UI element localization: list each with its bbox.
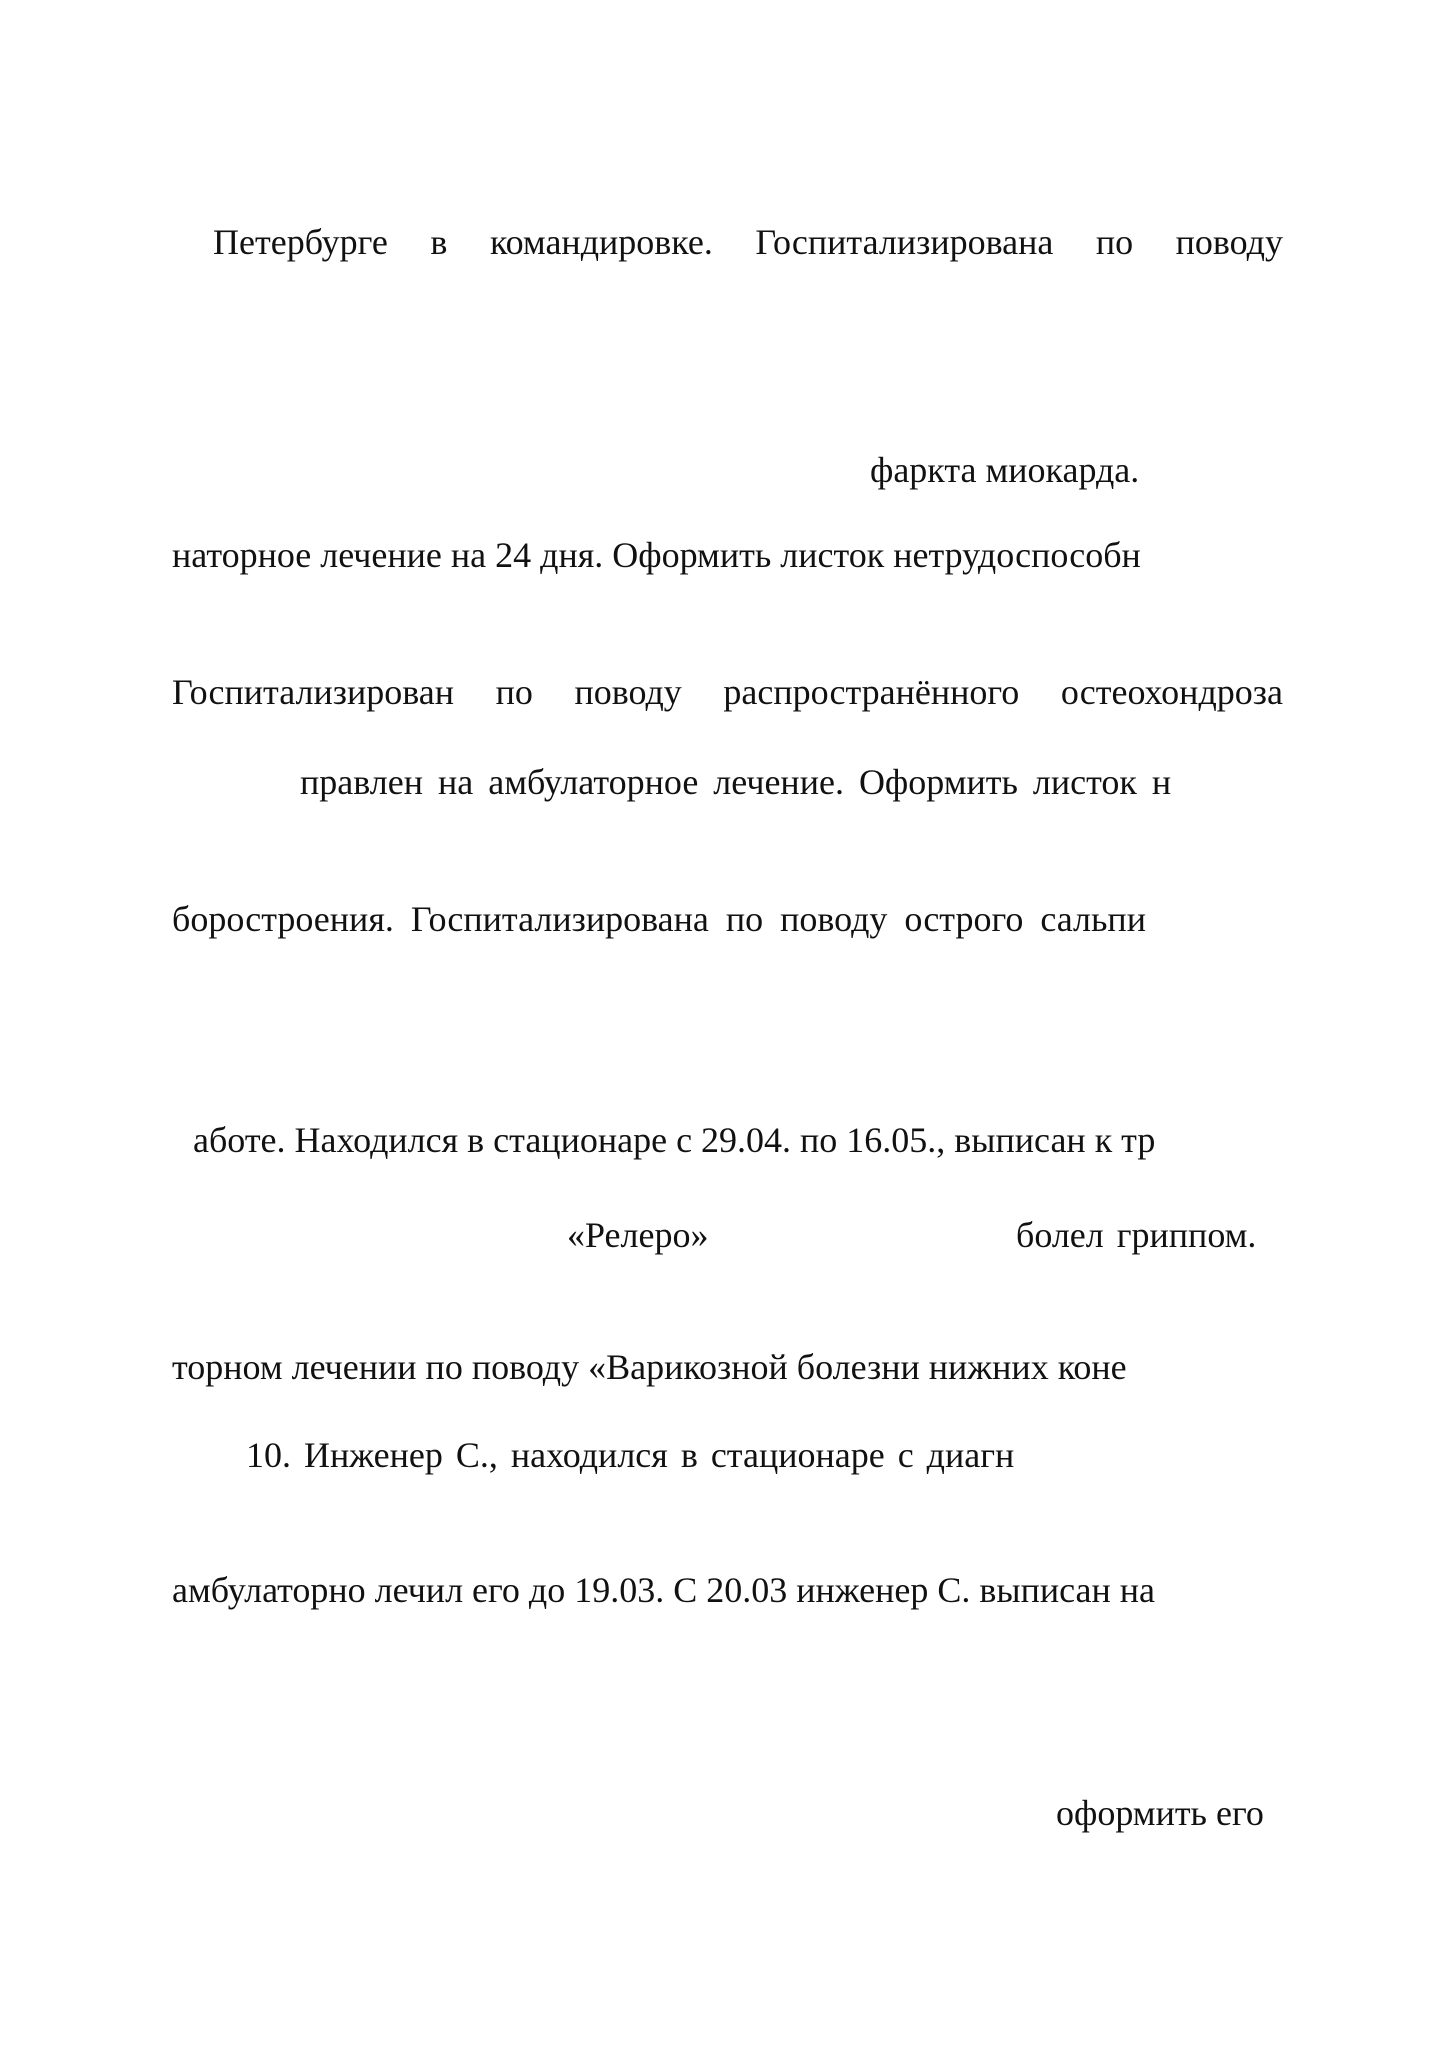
text-line-4 xyxy=(172,670,1283,714)
text-line-6: боростроения. Госпитализирована по поводу острого сальпи xyxy=(172,899,1146,939)
word: Госпитализирован xyxy=(172,672,455,712)
text-line-13: оформить его xyxy=(1056,1793,1264,1833)
word: Петербурге xyxy=(213,222,388,262)
text-line-2: фаркта миокарда. xyxy=(870,450,1140,490)
word: по xyxy=(495,672,533,712)
text-line-8: «Релеро» xyxy=(567,1215,709,1255)
word: остеохондроза xyxy=(1060,672,1283,712)
word: командировке. xyxy=(489,222,713,262)
text-line-1 xyxy=(213,220,1283,264)
word: по xyxy=(1095,222,1134,262)
text-line-5: правлен на амбулаторное лечение. Оформить листок н xyxy=(300,762,1172,802)
text-line-3: наторное лечение на 24 дня. Оформить листок нетрудоспособн xyxy=(172,535,1141,575)
text-line-11: 10. Инженер С., находился в стационаре с диагн xyxy=(246,1435,1015,1475)
word: поводу xyxy=(1175,222,1283,262)
word: распространённого xyxy=(723,672,1020,712)
word: поводу xyxy=(574,672,682,712)
text-line-10: торном лечении по поводу «Варикозной болезни нижних коне xyxy=(172,1347,1127,1387)
word: Госпитализирована xyxy=(755,222,1054,262)
text-line-12: амбулаторно лечил его до 19.03. С 20.03 инженер С. выписан на xyxy=(172,1570,1156,1610)
word: в xyxy=(430,222,448,262)
text-line-7: аботе. Находился в стационаре с 29.04. по 16.05., выписан к тр xyxy=(193,1120,1156,1160)
text-line-9: болел гриппом. xyxy=(1016,1215,1257,1255)
